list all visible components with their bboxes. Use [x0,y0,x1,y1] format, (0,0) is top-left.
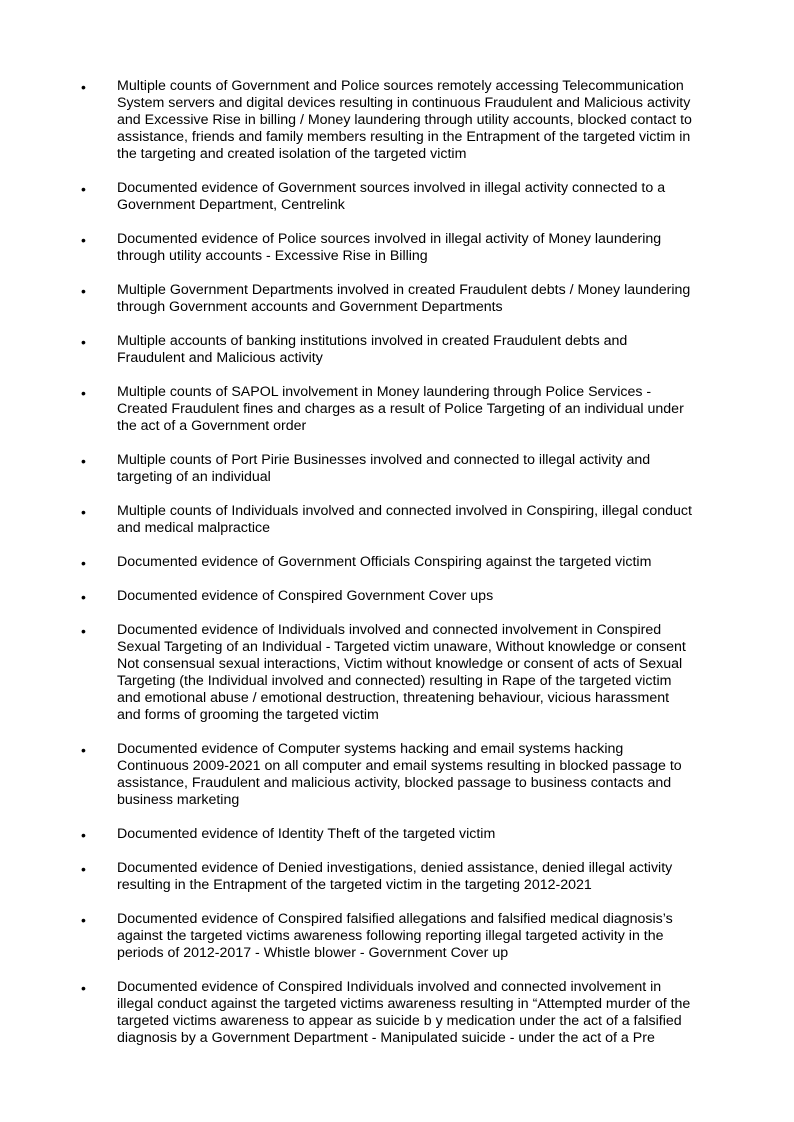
text-line: Documented evidence of Conspired falsified allegations and falsified medical diagnosis’s [117,911,673,927]
text-line: Not consensual sexual interactions, Victim without knowledge or consent of acts of Sexual [117,656,683,672]
text-line: diagnosis by a Government Department - Manipulated suicide - under the act of a Pre [117,1030,655,1046]
list-item [0,503,794,537]
text-line: the act of a Government order [117,418,307,434]
text-line: Multiple counts of Port Pirie Businesses involved and connected to illegal activity and [117,452,651,468]
text-line: and Excessive Rise in billing / Money laundering through utility accounts, blocked contact to [117,112,692,128]
bullet-icon: • [81,334,86,350]
text-line: Documented evidence of Denied investigations, denied assistance, denied illegal activity [117,860,673,876]
bullet-text [117,333,717,367]
bullet-text [117,622,717,724]
bullet-text [117,911,717,962]
list-item [0,452,794,486]
text-line: resulting in the Entrapment of the targeted victim in the targeting 2012-2021 [117,877,592,893]
text-line: business marketing [117,792,240,808]
text-line: Sexual Targeting of an Individual - Targeted victim unaware, Without knowledge or consent [117,639,686,655]
list-item [0,554,794,571]
text-line: periods of 2012-2017 - Whistle blower - Government Cover up [117,945,509,961]
text-line: Documented evidence of Conspired Individuals involved and connected involvement in [117,979,662,995]
text-line: Multiple accounts of banking institutions involved in created Fraudulent debts and [117,333,628,349]
bullet-text [117,231,717,265]
bullet-text [117,860,717,894]
list-item [0,231,794,265]
list-item [0,741,794,809]
bullet-text [117,741,717,809]
list-item [0,622,794,724]
bullet-text [117,554,717,571]
text-line: Documented evidence of Individuals involved and connected involvement in Conspired [117,622,662,638]
text-line: Created Fraudulent fines and charges as a result of Police Targeting of an individual under [117,401,684,417]
text-line: Multiple counts of SAPOL involvement in Money laundering through Police Services - [117,384,652,400]
bullet-icon: • [81,79,86,95]
bullet-text [117,180,717,214]
text-line: and medical malpractice [117,520,270,536]
text-line: Government Department, Centrelink [117,197,345,213]
bullet-icon: • [81,623,86,639]
bullet-icon: • [81,742,86,758]
list-item [0,333,794,367]
bullet-text [117,78,717,163]
bullet-icon: • [81,504,86,520]
text-line: and forms of grooming the targeted victim [117,707,379,723]
text-line: assistance, friends and family members resulting in the Entrapment of the targeted victim in [117,129,691,145]
list-item [0,282,794,316]
text-line: against the targeted victims awareness following reporting illegal targeted activity in the [117,928,664,944]
bullet-text [117,452,717,486]
text-line: through utility accounts - Excessive Rise in Billing [117,248,428,264]
bullet-text [117,979,717,1047]
text-line: Documented evidence of Computer systems hacking and email systems hacking [117,741,624,757]
bullet-icon: • [81,453,86,469]
bullet-icon: • [81,912,86,928]
bullet-icon: • [81,980,86,996]
bullet-text [117,826,717,843]
bullet-icon: • [81,385,86,401]
text-line: and emotional abuse / emotional destruction, threatening behaviour, vicious harassment [117,690,670,706]
list-item [0,979,794,1047]
bullet-icon: • [81,181,86,197]
bullet-icon: • [81,555,86,571]
bullet-icon: • [81,232,86,248]
bullet-text [117,503,717,537]
list-item [0,588,794,605]
bullet-text [117,384,717,435]
bullet-icon: • [81,283,86,299]
list-item [0,826,794,843]
text-line: Multiple counts of Government and Police sources remotely accessing Telecommunication [117,78,684,94]
list-item [0,180,794,214]
text-line: Fraudulent and Malicious activity [117,350,323,366]
list-item [0,78,794,163]
text-line: targeted victims awareness to appear as suicide b y medication under the act of a falsified [117,1013,682,1029]
text-line: Multiple counts of Individuals involved and connected involved in Conspiring, illegal conduct [117,503,692,519]
text-line: Documented evidence of Police sources involved in illegal activity of Money laundering [117,231,662,247]
list-item [0,860,794,894]
text-line: illegal conduct against the targeted victims awareness resulting in “Attempted murder of the [117,996,691,1012]
text-line: the targeting and created isolation of the targeted victim [117,146,467,162]
text-line: Targeting (the Individual involved and connected) resulting in Rape of the targeted victim [117,673,672,689]
bullet-text [117,282,717,316]
text-line: Documented evidence of Government Officials Conspiring against the targeted victim [117,554,652,570]
text-line: through Government accounts and Government Departments [117,299,503,315]
text-line: Documented evidence of Government sources involved in illegal activity connected to a [117,180,666,196]
list-item [0,911,794,962]
text-line: Documented evidence of Identity Theft of the targeted victim [117,826,496,842]
bullet-icon: • [81,861,86,877]
text-line: System servers and digital devices resulting in continuous Fraudulent and Malicious activity [117,95,691,111]
text-line: targeting of an individual [117,469,271,485]
text-line: Continuous 2009-2021 on all computer and email systems resulting in blocked passage to [117,758,682,774]
text-line: Multiple Government Departments involved in created Fraudulent debts / Money laundering [117,282,691,298]
bullet-list [0,78,794,1064]
bullet-icon: • [81,827,86,843]
list-item [0,384,794,435]
bullet-text [117,588,717,605]
text-line: Documented evidence of Conspired Government Cover ups [117,588,494,604]
bullet-icon: • [81,589,86,605]
text-line: assistance, Fraudulent and malicious activity, blocked passage to business contacts and [117,775,672,791]
